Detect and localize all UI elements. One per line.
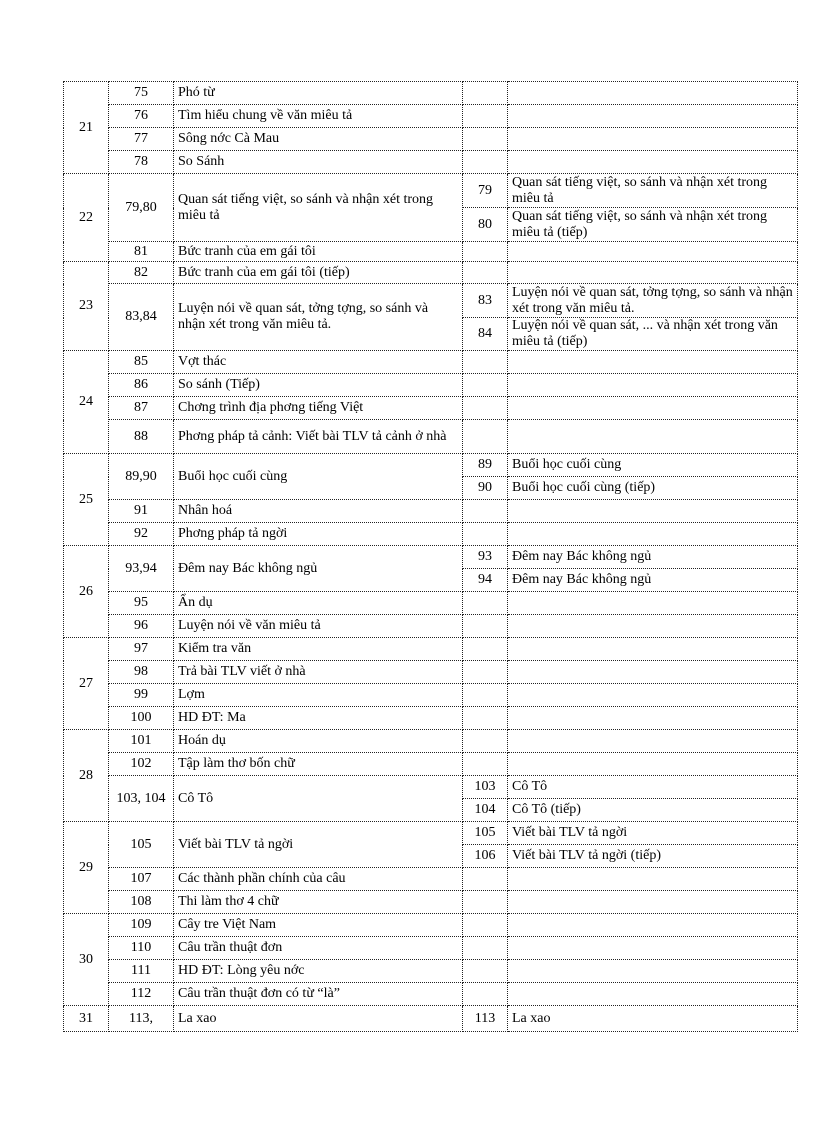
lesson-number: 93,94	[109, 546, 174, 592]
table-row	[64, 374, 798, 397]
empty-cell	[508, 128, 798, 151]
lesson-number: 103, 104	[109, 776, 174, 822]
empty-cell	[463, 730, 508, 753]
sub-lesson-title: La xao	[508, 1006, 798, 1032]
week-number: 24	[64, 351, 109, 454]
empty-cell	[463, 105, 508, 128]
sub-lesson-title: Cô Tô	[508, 776, 798, 799]
empty-cell	[463, 983, 508, 1006]
empty-cell	[508, 615, 798, 638]
empty-cell	[508, 707, 798, 730]
sub-lesson-number: 113	[463, 1006, 508, 1032]
empty-cell	[463, 753, 508, 776]
lesson-title: Tập làm thơ bốn chữ	[174, 753, 463, 776]
table-row	[64, 753, 798, 776]
sub-lesson-number: 93	[463, 546, 508, 569]
empty-cell	[463, 351, 508, 374]
lesson-title: Quan sát tiếng việt, so sánh và nhận xét trong miêu tả	[174, 174, 463, 242]
empty-cell	[508, 351, 798, 374]
table-row	[64, 151, 798, 174]
lesson-title: HD ĐT: Lòng yêu nớc	[174, 960, 463, 983]
lesson-number: 79,80	[109, 174, 174, 242]
lesson-number: 87	[109, 397, 174, 420]
week-number: 25	[64, 454, 109, 546]
week-number: 21	[64, 82, 109, 174]
lesson-title: Tìm hiểu chung về văn miêu tả	[174, 105, 463, 128]
sub-lesson-title: Quan sát tiếng việt, so sánh và nhận xét trong miêu tả	[508, 174, 798, 208]
table-row	[64, 262, 798, 284]
lesson-number: 85	[109, 351, 174, 374]
lesson-number: 98	[109, 661, 174, 684]
table-row	[64, 1006, 798, 1032]
lesson-title: Cây tre Việt Nam	[174, 914, 463, 937]
empty-cell	[508, 374, 798, 397]
empty-cell	[508, 730, 798, 753]
table-row	[64, 868, 798, 891]
lesson-title: Phơng pháp tả cảnh: Viết bài TLV tả cảnh ở nhà	[174, 420, 463, 454]
lesson-number: 111	[109, 960, 174, 983]
lesson-title: Phơng pháp tả ngời	[174, 523, 463, 546]
empty-cell	[508, 82, 798, 105]
lesson-title: Đêm nay Bác không ngủ	[174, 546, 463, 592]
lesson-number: 105	[109, 822, 174, 868]
lesson-number: 108	[109, 891, 174, 914]
lesson-title: Thi làm thơ 4 chữ	[174, 891, 463, 914]
empty-cell	[463, 128, 508, 151]
lesson-number: 81	[109, 242, 174, 262]
empty-cell	[508, 420, 798, 454]
lesson-number: 77	[109, 128, 174, 151]
lesson-number: 113,	[109, 1006, 174, 1032]
table-row	[64, 105, 798, 128]
lesson-number: 97	[109, 638, 174, 661]
table-row	[64, 891, 798, 914]
table-row	[64, 983, 798, 1006]
empty-cell	[463, 82, 508, 105]
table-row	[64, 822, 798, 845]
empty-cell	[508, 523, 798, 546]
table-row	[64, 661, 798, 684]
table-row	[64, 242, 798, 262]
empty-cell	[463, 420, 508, 454]
sub-lesson-title: Cô Tô (tiếp)	[508, 799, 798, 822]
table-row	[64, 776, 798, 799]
lesson-title: Ẩn dụ	[174, 592, 463, 615]
empty-cell	[463, 151, 508, 174]
empty-cell	[463, 242, 508, 262]
sub-lesson-number: 94	[463, 569, 508, 592]
sub-lesson-title: Luyện nói về quan sát, ... và nhận xét trong văn miêu tả (tiếp)	[508, 318, 798, 351]
table-row	[64, 592, 798, 615]
lesson-title: Sông nớc Cà Mau	[174, 128, 463, 151]
lesson-plan-table	[63, 81, 798, 1032]
week-number: 28	[64, 730, 109, 822]
lesson-title: Câu trần thuật đơn có từ “là”	[174, 983, 463, 1006]
empty-cell	[508, 753, 798, 776]
empty-cell	[508, 684, 798, 707]
week-number: 27	[64, 638, 109, 730]
table-row	[64, 707, 798, 730]
empty-cell	[508, 661, 798, 684]
lesson-title: Kiểm tra văn	[174, 638, 463, 661]
lesson-number: 102	[109, 753, 174, 776]
sub-lesson-title: Buổi học cuối cùng (tiếp)	[508, 477, 798, 500]
table-row	[64, 82, 798, 105]
table-row	[64, 397, 798, 420]
lesson-title: Câu trần thuật đơn	[174, 937, 463, 960]
empty-cell	[463, 868, 508, 891]
sub-lesson-title: Đêm nay Bác không ngủ	[508, 569, 798, 592]
lesson-number: 109	[109, 914, 174, 937]
lesson-number: 100	[109, 707, 174, 730]
table-row	[64, 638, 798, 661]
table-row	[64, 615, 798, 638]
lesson-number: 91	[109, 500, 174, 523]
sub-lesson-number: 89	[463, 454, 508, 477]
lesson-title: Trả bài TLV viết ở nhà	[174, 661, 463, 684]
sub-lesson-title: Quan sát tiếng việt, so sánh và nhận xét trong miêu tả (tiếp)	[508, 208, 798, 242]
empty-cell	[463, 707, 508, 730]
table-row	[64, 500, 798, 523]
table-row	[64, 420, 798, 454]
table-row	[64, 730, 798, 753]
empty-cell	[508, 105, 798, 128]
lesson-title: So sánh (Tiếp)	[174, 374, 463, 397]
sub-lesson-title: Luyện nói về quan sát, tởng tợng, so sánh và nhận xét trong văn miêu tả.	[508, 284, 798, 318]
empty-cell	[508, 638, 798, 661]
lesson-title: Các thành phần chính của câu	[174, 868, 463, 891]
sub-lesson-number: 106	[463, 845, 508, 868]
lesson-number: 78	[109, 151, 174, 174]
empty-cell	[508, 151, 798, 174]
table-row	[64, 523, 798, 546]
sub-lesson-title: Đêm nay Bác không ngủ	[508, 546, 798, 569]
sub-lesson-number: 103	[463, 776, 508, 799]
lesson-title: Buổi học cuối cùng	[174, 454, 463, 500]
lesson-number: 89,90	[109, 454, 174, 500]
empty-cell	[508, 868, 798, 891]
lesson-title: Chơng trình địa phơng tiếng Việt	[174, 397, 463, 420]
empty-cell	[508, 500, 798, 523]
lesson-title: La xao	[174, 1006, 463, 1032]
table-row	[64, 351, 798, 374]
table-row	[64, 960, 798, 983]
empty-cell	[463, 397, 508, 420]
lesson-title: HD ĐT: Ma	[174, 707, 463, 730]
lesson-title: Bức tranh của em gái tôi (tiếp)	[174, 262, 463, 284]
lesson-title: Lợm	[174, 684, 463, 707]
lesson-number: 95	[109, 592, 174, 615]
table-row	[64, 454, 798, 477]
lesson-title: Luyện nói về văn miêu tả	[174, 615, 463, 638]
lesson-title: So Sánh	[174, 151, 463, 174]
table-row	[64, 914, 798, 937]
empty-cell	[463, 374, 508, 397]
empty-cell	[463, 615, 508, 638]
lesson-number: 83,84	[109, 284, 174, 351]
sub-lesson-number: 84	[463, 318, 508, 351]
table-row	[64, 284, 798, 318]
empty-cell	[463, 523, 508, 546]
sub-lesson-title: Buổi học cuối cùng	[508, 454, 798, 477]
lesson-number: 86	[109, 374, 174, 397]
empty-cell	[508, 914, 798, 937]
empty-cell	[508, 937, 798, 960]
lesson-title: Phó từ	[174, 82, 463, 105]
lesson-number: 76	[109, 105, 174, 128]
empty-cell	[508, 242, 798, 262]
empty-cell	[463, 937, 508, 960]
sub-lesson-title: Viết bài TLV tả ngời	[508, 822, 798, 845]
table-row	[64, 174, 798, 208]
sub-lesson-number: 90	[463, 477, 508, 500]
week-number: 30	[64, 914, 109, 1006]
lesson-title: Nhân hoá	[174, 500, 463, 523]
lesson-number: 92	[109, 523, 174, 546]
sub-lesson-number: 80	[463, 208, 508, 242]
empty-cell	[463, 500, 508, 523]
lesson-number: 96	[109, 615, 174, 638]
sub-lesson-number: 104	[463, 799, 508, 822]
lesson-title: Luyện nói về quan sát, tởng tợng, so sánh và nhận xét trong văn miêu tả.	[174, 284, 463, 351]
table-row	[64, 546, 798, 569]
table-row	[64, 937, 798, 960]
lesson-title: Hoán dụ	[174, 730, 463, 753]
lesson-number: 99	[109, 684, 174, 707]
lesson-number: 101	[109, 730, 174, 753]
empty-cell	[508, 592, 798, 615]
empty-cell	[463, 960, 508, 983]
week-number: 22	[64, 174, 109, 262]
empty-cell	[508, 960, 798, 983]
empty-cell	[508, 262, 798, 284]
week-number: 26	[64, 546, 109, 638]
empty-cell	[463, 592, 508, 615]
empty-cell	[463, 684, 508, 707]
empty-cell	[508, 397, 798, 420]
lesson-number: 75	[109, 82, 174, 105]
lesson-title: Vợt thác	[174, 351, 463, 374]
empty-cell	[463, 638, 508, 661]
sub-lesson-number: 83	[463, 284, 508, 318]
sub-lesson-number: 105	[463, 822, 508, 845]
week-number: 23	[64, 262, 109, 351]
lesson-number: 107	[109, 868, 174, 891]
empty-cell	[463, 914, 508, 937]
week-number: 29	[64, 822, 109, 914]
lesson-number: 110	[109, 937, 174, 960]
empty-cell	[463, 891, 508, 914]
lesson-title: Viết bài TLV tả ngời	[174, 822, 463, 868]
week-number: 31	[64, 1006, 109, 1032]
empty-cell	[463, 661, 508, 684]
lesson-number: 112	[109, 983, 174, 1006]
lesson-title: Bức tranh của em gái tôi	[174, 242, 463, 262]
empty-cell	[508, 891, 798, 914]
lesson-title: Cô Tô	[174, 776, 463, 822]
empty-cell	[508, 983, 798, 1006]
lesson-number: 88	[109, 420, 174, 454]
empty-cell	[463, 262, 508, 284]
table-row	[64, 128, 798, 151]
sub-lesson-number: 79	[463, 174, 508, 208]
lesson-number: 82	[109, 262, 174, 284]
sub-lesson-title: Viết bài TLV tả ngời (tiếp)	[508, 845, 798, 868]
table-row	[64, 684, 798, 707]
